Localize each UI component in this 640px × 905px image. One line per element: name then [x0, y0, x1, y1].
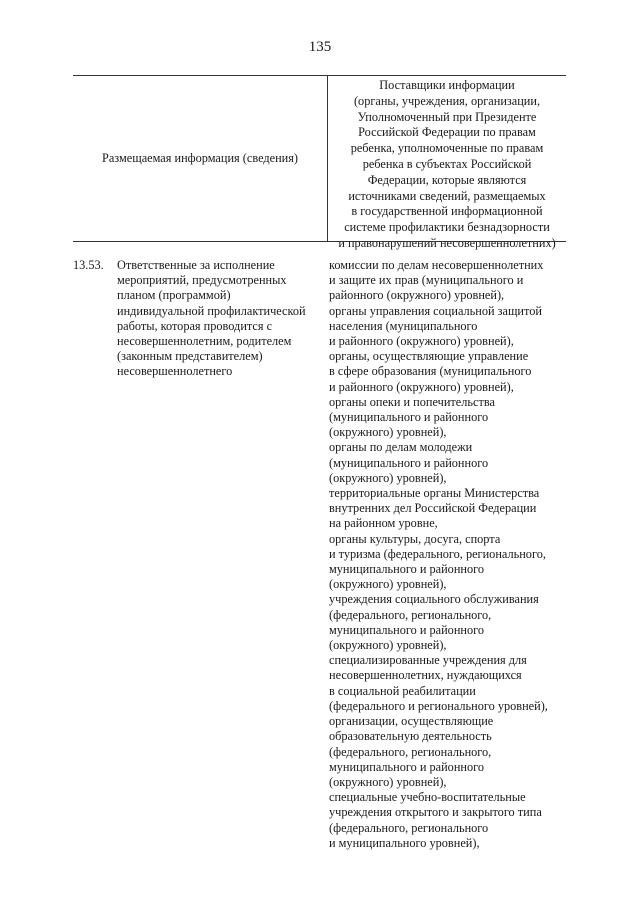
header-providers-line: источниками сведений, размещаемых	[348, 188, 546, 203]
row-info-cell	[117, 258, 322, 380]
provider-text-line: населения (муниципального	[329, 318, 478, 333]
provider-text-line: органы культуры, досуга, спорта	[329, 531, 501, 546]
provider-text-line: (окружного) уровней),	[329, 470, 447, 485]
provider-text-line: муниципального и районного	[329, 562, 485, 577]
header-providers-column	[328, 78, 566, 252]
info-text-line: Ответственные за исполнение	[117, 258, 275, 272]
provider-text-line: в сфере образования (муниципального	[329, 364, 532, 379]
provider-text-line: комиссии по делам несовершеннолетних	[329, 258, 544, 272]
provider-text-line: специальные учебно-воспитательные	[329, 790, 526, 805]
provider-text-line: органы, осуществляющие управление	[329, 349, 529, 364]
info-text-line: (законным представителем)	[117, 349, 263, 364]
header-providers-line: ребенка в субъектах Российской	[362, 156, 532, 171]
provider-text-line: образовательную деятельность	[329, 729, 492, 744]
provider-text-line: органы по делам молодежи	[329, 440, 473, 455]
provider-text-line: (окружного) уровней),	[329, 638, 447, 653]
info-text-line: планом (программой)	[117, 288, 231, 303]
row-providers-cell	[329, 258, 569, 851]
provider-text-line: специализированные учреждения для	[329, 653, 527, 668]
provider-text-line: (федерального, регионального	[329, 820, 489, 835]
header-providers-line: системе профилактики безнадзорности	[344, 220, 550, 235]
provider-text-line: (федерального и регионального уровней),	[329, 698, 548, 713]
header-providers-line: (органы, учреждения, организации,	[353, 93, 541, 108]
provider-text-line: на районном уровне,	[329, 516, 438, 531]
provider-text-line: органы управления социальной защитой	[329, 303, 542, 318]
header-providers-line: и правонарушений несовершеннолетних)	[338, 235, 556, 250]
header-providers-line: ребенка, уполномоченные по правам	[350, 141, 544, 156]
info-text-line: работы, которая проводится с	[117, 318, 273, 333]
header-info-column	[73, 75, 327, 241]
header-providers-line: в государственной информационной	[351, 204, 543, 219]
table-header-rule	[73, 241, 566, 242]
provider-text-line: и туризма (федерального, регионального,	[329, 546, 546, 561]
provider-text-line: органы опеки и попечительства	[329, 394, 495, 409]
provider-text-line: (муниципального и районного	[329, 410, 489, 425]
provider-text-line: и защите их прав (муниципального и	[329, 273, 524, 288]
provider-text-line: внутренних дел Российской Федерации	[329, 501, 537, 516]
provider-text-line: несовершеннолетних, нуждающихся	[329, 668, 522, 683]
provider-text-line: учреждения социального обслуживания	[329, 592, 539, 607]
provider-text-line: и районного (окружного) уровней),	[329, 334, 514, 349]
provider-text-line: (окружного) уровней),	[329, 577, 447, 592]
header-providers-line: Поставщики информации	[379, 78, 515, 92]
provider-text-line: территориальные органы Министерства	[329, 486, 540, 501]
provider-text-line: в социальной реабилитации	[329, 683, 476, 698]
header-providers-line: Российской Федерации по правам	[358, 125, 536, 140]
provider-text-line: (федерального, регионального,	[329, 607, 492, 622]
header-info-label: Размещаемая информация (сведения)	[102, 150, 298, 165]
info-text-line: несовершеннолетнего	[117, 364, 233, 379]
provider-text-line: муниципального и районного	[329, 759, 485, 774]
info-text-line: несовершеннолетним, родителем	[117, 334, 292, 349]
provider-text-line: районного (окружного) уровней),	[329, 288, 505, 303]
provider-text-line: (окружного) уровней),	[329, 425, 447, 440]
provider-text-line: и муниципального уровней),	[329, 835, 480, 850]
provider-text-line: организации, осуществляющие	[329, 714, 494, 729]
provider-text-line: и районного (окружного) уровней),	[329, 379, 514, 394]
provider-text-line: (окружного) уровней),	[329, 774, 447, 789]
row-number: 13.53.	[73, 258, 104, 272]
provider-text-line: (муниципального и районного	[329, 455, 489, 470]
info-text-line: индивидуальной профилактической	[117, 303, 306, 318]
header-providers-line: Федерации, которые являются	[367, 172, 527, 187]
page-number: 135	[308, 39, 332, 55]
info-text-line: мероприятий, предусмотренных	[117, 273, 287, 288]
header-providers-line: Уполномоченный при Президенте	[357, 109, 537, 124]
provider-text-line: муниципального и районного	[329, 622, 485, 637]
provider-text-line: учреждения открытого и закрытого типа	[329, 805, 542, 820]
provider-text-line: (федерального, регионального,	[329, 744, 492, 759]
